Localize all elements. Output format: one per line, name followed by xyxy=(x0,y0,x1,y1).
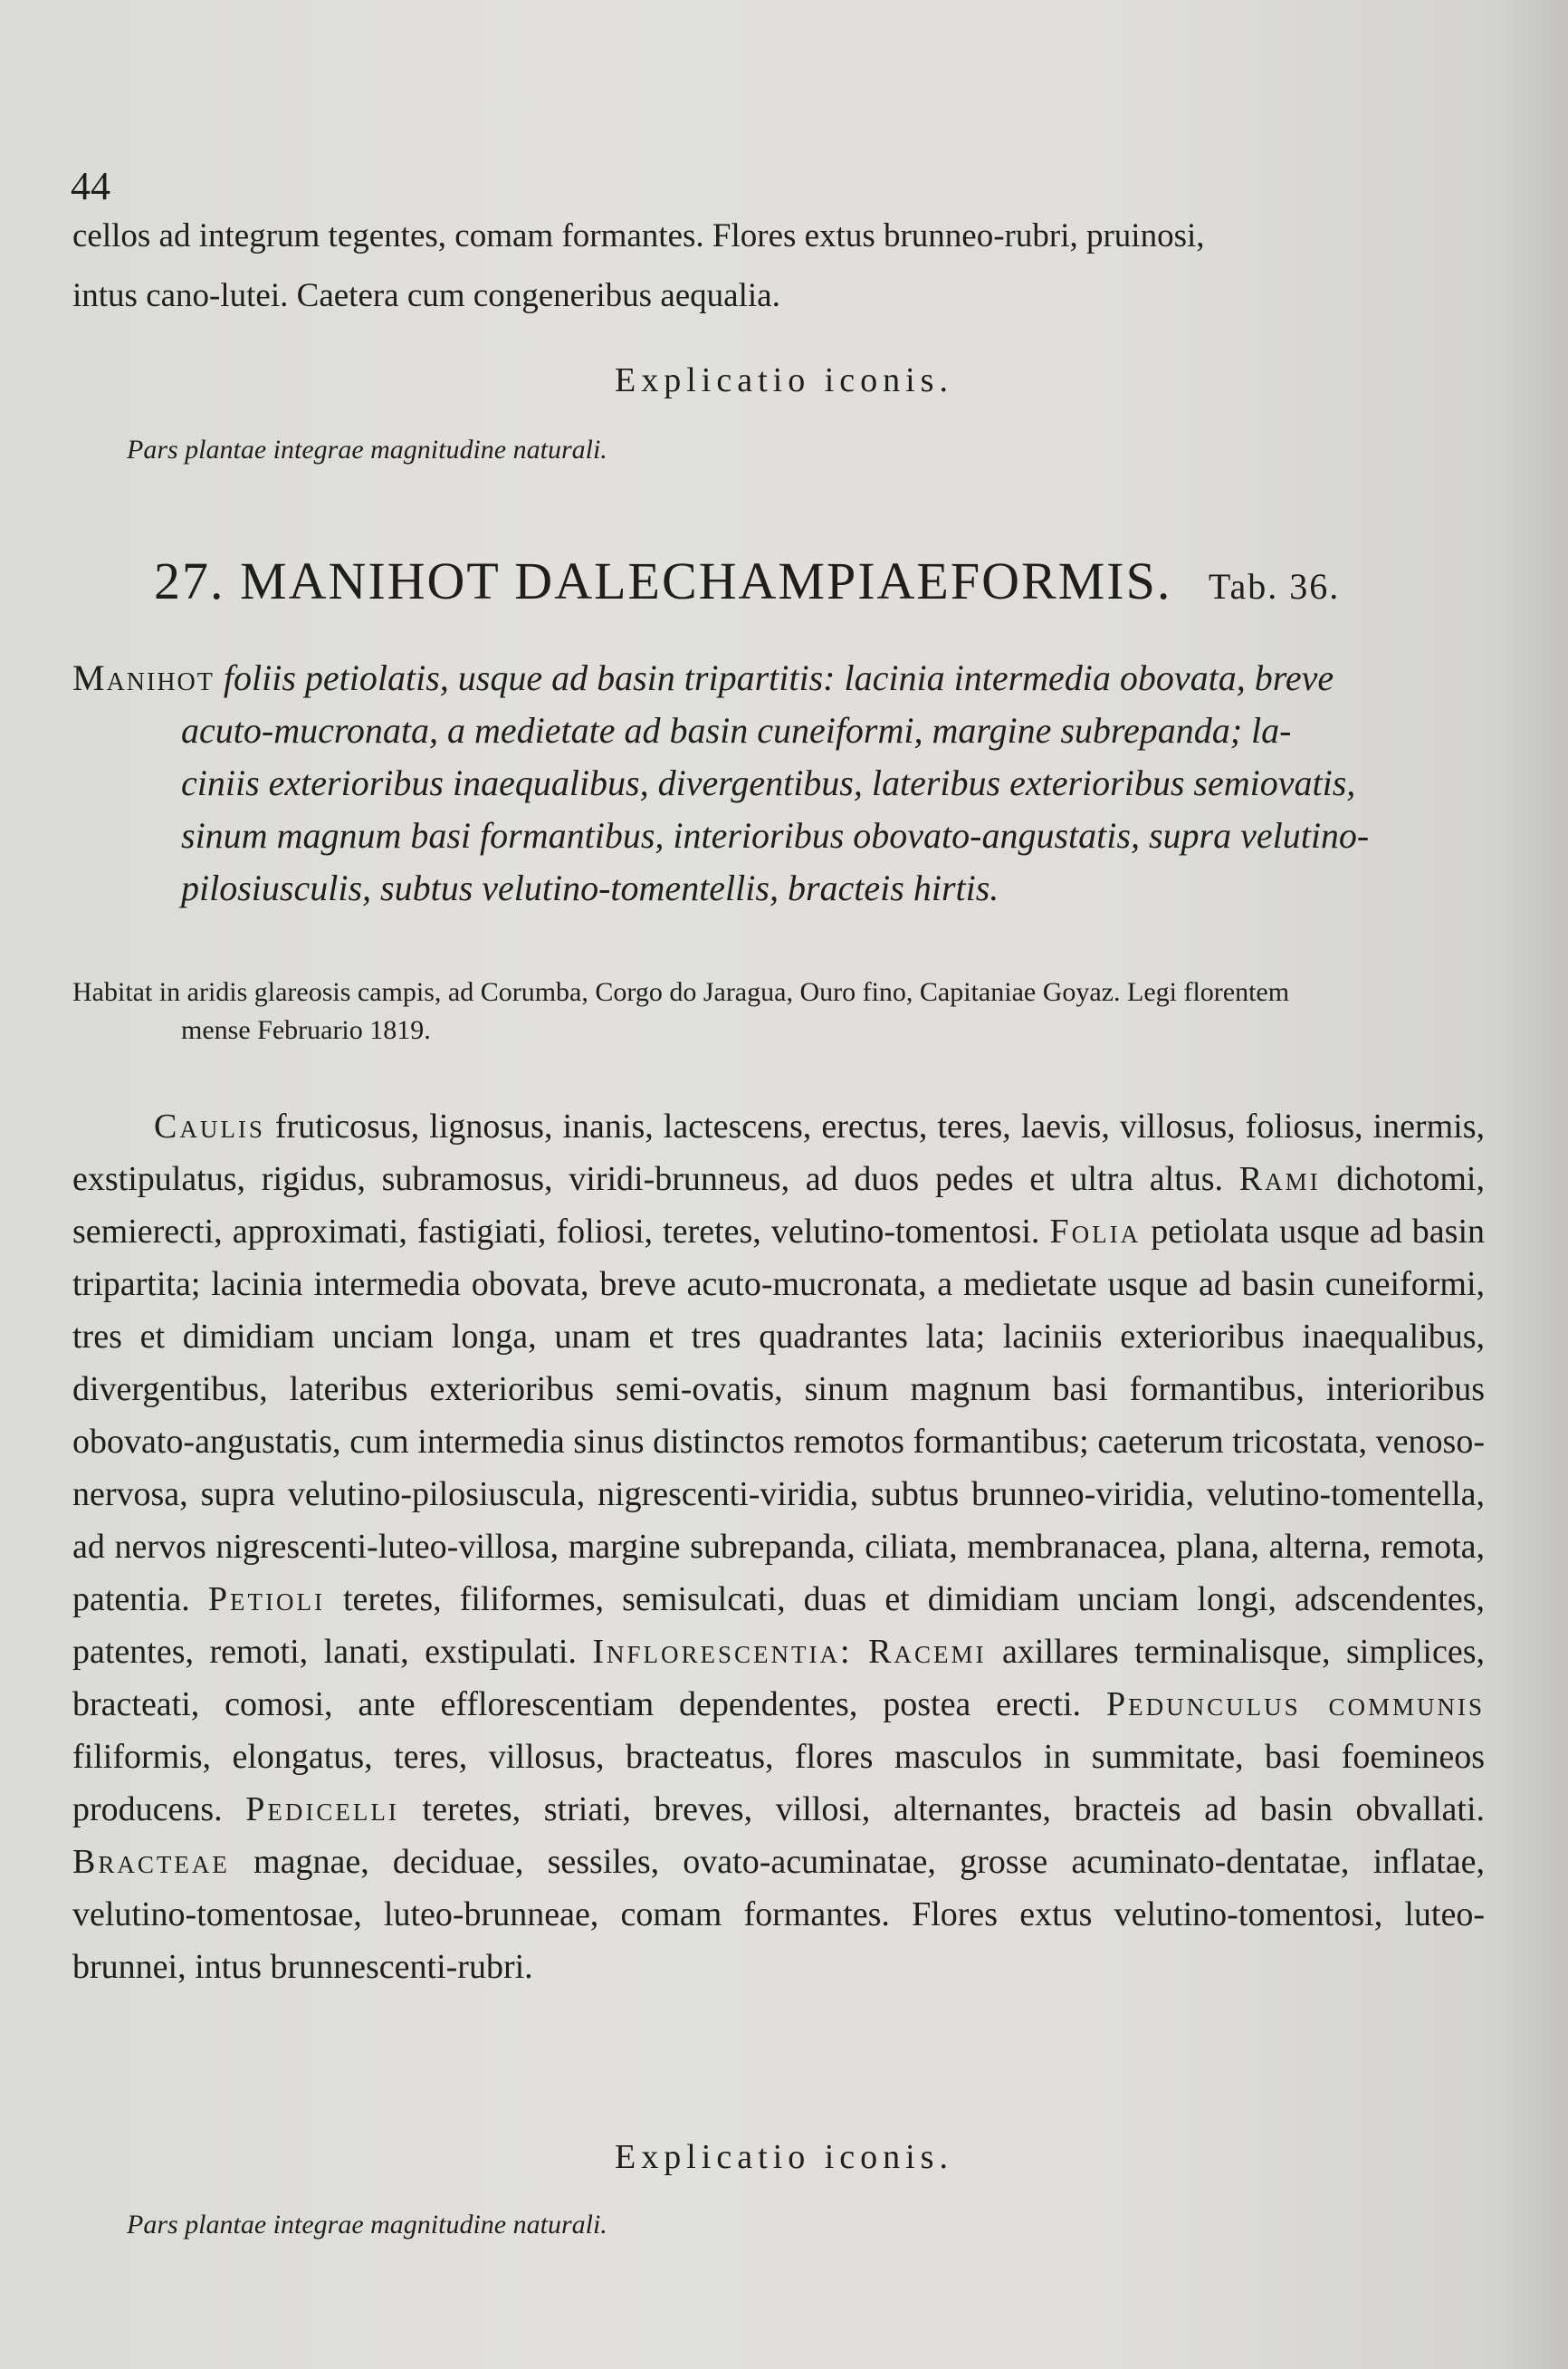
text-caulis: fruticosus, lignosus, inanis, lactescens, erectus, teres, laevis, villosus, foliosus, inermis, exstipulatus, rigidus, subramosus, viridi-brunneus, ad duos pedes et ultra altus. xyxy=(72,1108,1485,1198)
species-name: MANIHOT DALECHAMPIAEFORMIS. xyxy=(240,551,1172,610)
top-text-line-2: intus cano-lutei. Caetera cum congeneribus aequalia. xyxy=(72,277,780,314)
explicatio-caption-1: Pars plantae integrae magnitudine naturali. xyxy=(127,435,607,465)
diagnosis-line-3: ciniis exterioribus inaequalibus, divergentibus, lateribus exterioribus semiovatis, xyxy=(181,762,1356,803)
label-pedicelli: Pedicelli xyxy=(245,1790,399,1828)
habitat-line-2: mense Februario 1819. xyxy=(181,1015,431,1045)
page-number: 44 xyxy=(71,164,110,208)
label-inflorescentia: Inflorescentia: xyxy=(592,1633,853,1671)
diagnosis-line-2: acuto-mucronata, a medietate ad basin cuneiformi, margine subrepanda; la- xyxy=(181,710,1292,751)
description-paragraph xyxy=(72,1100,1485,1993)
page-edge-shadow xyxy=(1487,0,1568,2369)
top-text-line-1: cellos ad integrum tegentes, comam formantes. Flores extus brunneo-rubri, pruinosi, xyxy=(72,217,1205,254)
diagnosis-line-4: sinum magnum basi formantibus, interioribus obovato-angustatis, supra velutino- xyxy=(181,815,1370,856)
plate-reference: Tab. 36. xyxy=(1208,566,1341,607)
text-rami: dichotomi, semierecti, approximati, fastigiati, foliosi, teretes, velutino-tomentosi. xyxy=(72,1160,1485,1251)
habitat-line-1: Habitat in aridis glareosis campis, ad Corumba, Corgo do Jaragua, Ouro fino, Capitaniae Goyaz. Legi florentem xyxy=(72,977,1290,1007)
text-folia: petiolata usque ad basin tripartita; lacinia intermedia obovata, breve acuto-mucronata, a medietate usque ad basin cuneiformi, tres et dimidiam unciam longa, unam et tres quadrantes lata; laciniis exterioribus inaequalibus, divergentibus, lateribus exterioribus semi-ovatis, sinum magnum basi formantibus, interioribus obovato-angustatis, cum intermedia sinus distinctos remotos formantibus; caeterum tricostata, venoso-nervosa, supra velutino-pilosiuscula, nigrescenti-viridia, subtus brunneo-viridia, velutino-tomentella, ad nervos nigrescenti-luteo-villosa, margine subrepanda, ciliata, membranacea, plana, alterna, remota, patentia. xyxy=(72,1213,1486,1618)
text-bracteae: magnae, deciduae, sessiles, ovato-acuminatae, grosse acuminato-dentatae, inflatae, velutino-tomentosae, luteo-brunneae, comam formantes. Flores extus velutino-tomentosi, luteo-brunnei, intus brunnescenti-rubri. xyxy=(72,1843,1486,1986)
explicatio-heading-1: Explicatio iconis. xyxy=(615,361,953,399)
label-petioli: Petioli xyxy=(207,1580,325,1618)
diagnosis-line-1: foliis petiolatis, usque ad basin tripartitis: lacinia intermedia obovata, breve xyxy=(223,657,1334,698)
diagnosis xyxy=(72,652,1485,915)
text-racemi: axillares terminalisque, simplices, bracteati, comosi, ante efflorescentiam dependentes, postea erecti. xyxy=(72,1633,1486,1723)
label-racemi: Racemi xyxy=(868,1633,987,1671)
label-rami: Rami xyxy=(1238,1160,1321,1198)
explicatio-heading-2: Explicatio iconis. xyxy=(615,2138,953,2176)
species-number: 27. xyxy=(154,551,225,610)
label-folia: Folia xyxy=(1049,1213,1142,1251)
label-caulis: Caulis xyxy=(154,1108,265,1146)
diagnosis-line-5: pilosiusculis, subtus velutino-tomentellis, bracteis hirtis. xyxy=(181,868,999,908)
text-pedunculus: filiformis, elongatus, teres, villosus, bracteatus, flores masculos in summitate, basi foemineos producens. xyxy=(72,1738,1485,1828)
text-pedicelli: teretes, striati, breves, villosi, alternantes, bracteis ad basin obvallati. xyxy=(422,1790,1486,1828)
habitat xyxy=(72,973,1485,1050)
label-bracteae: Bracteae xyxy=(72,1843,230,1881)
explicatio-caption-2: Pars plantae integrae magnitudine naturali. xyxy=(127,2210,607,2240)
text-petioli: teretes, filiformes, semisulcati, duas et dimidiam unciam longi, adscendentes, patentes, remoti, lanati, exstipulati. xyxy=(72,1580,1486,1671)
label-pedunculus: Pedunculus communis xyxy=(1105,1685,1486,1723)
species-title xyxy=(154,551,1439,611)
diagnosis-genus: Manihot xyxy=(72,657,215,698)
